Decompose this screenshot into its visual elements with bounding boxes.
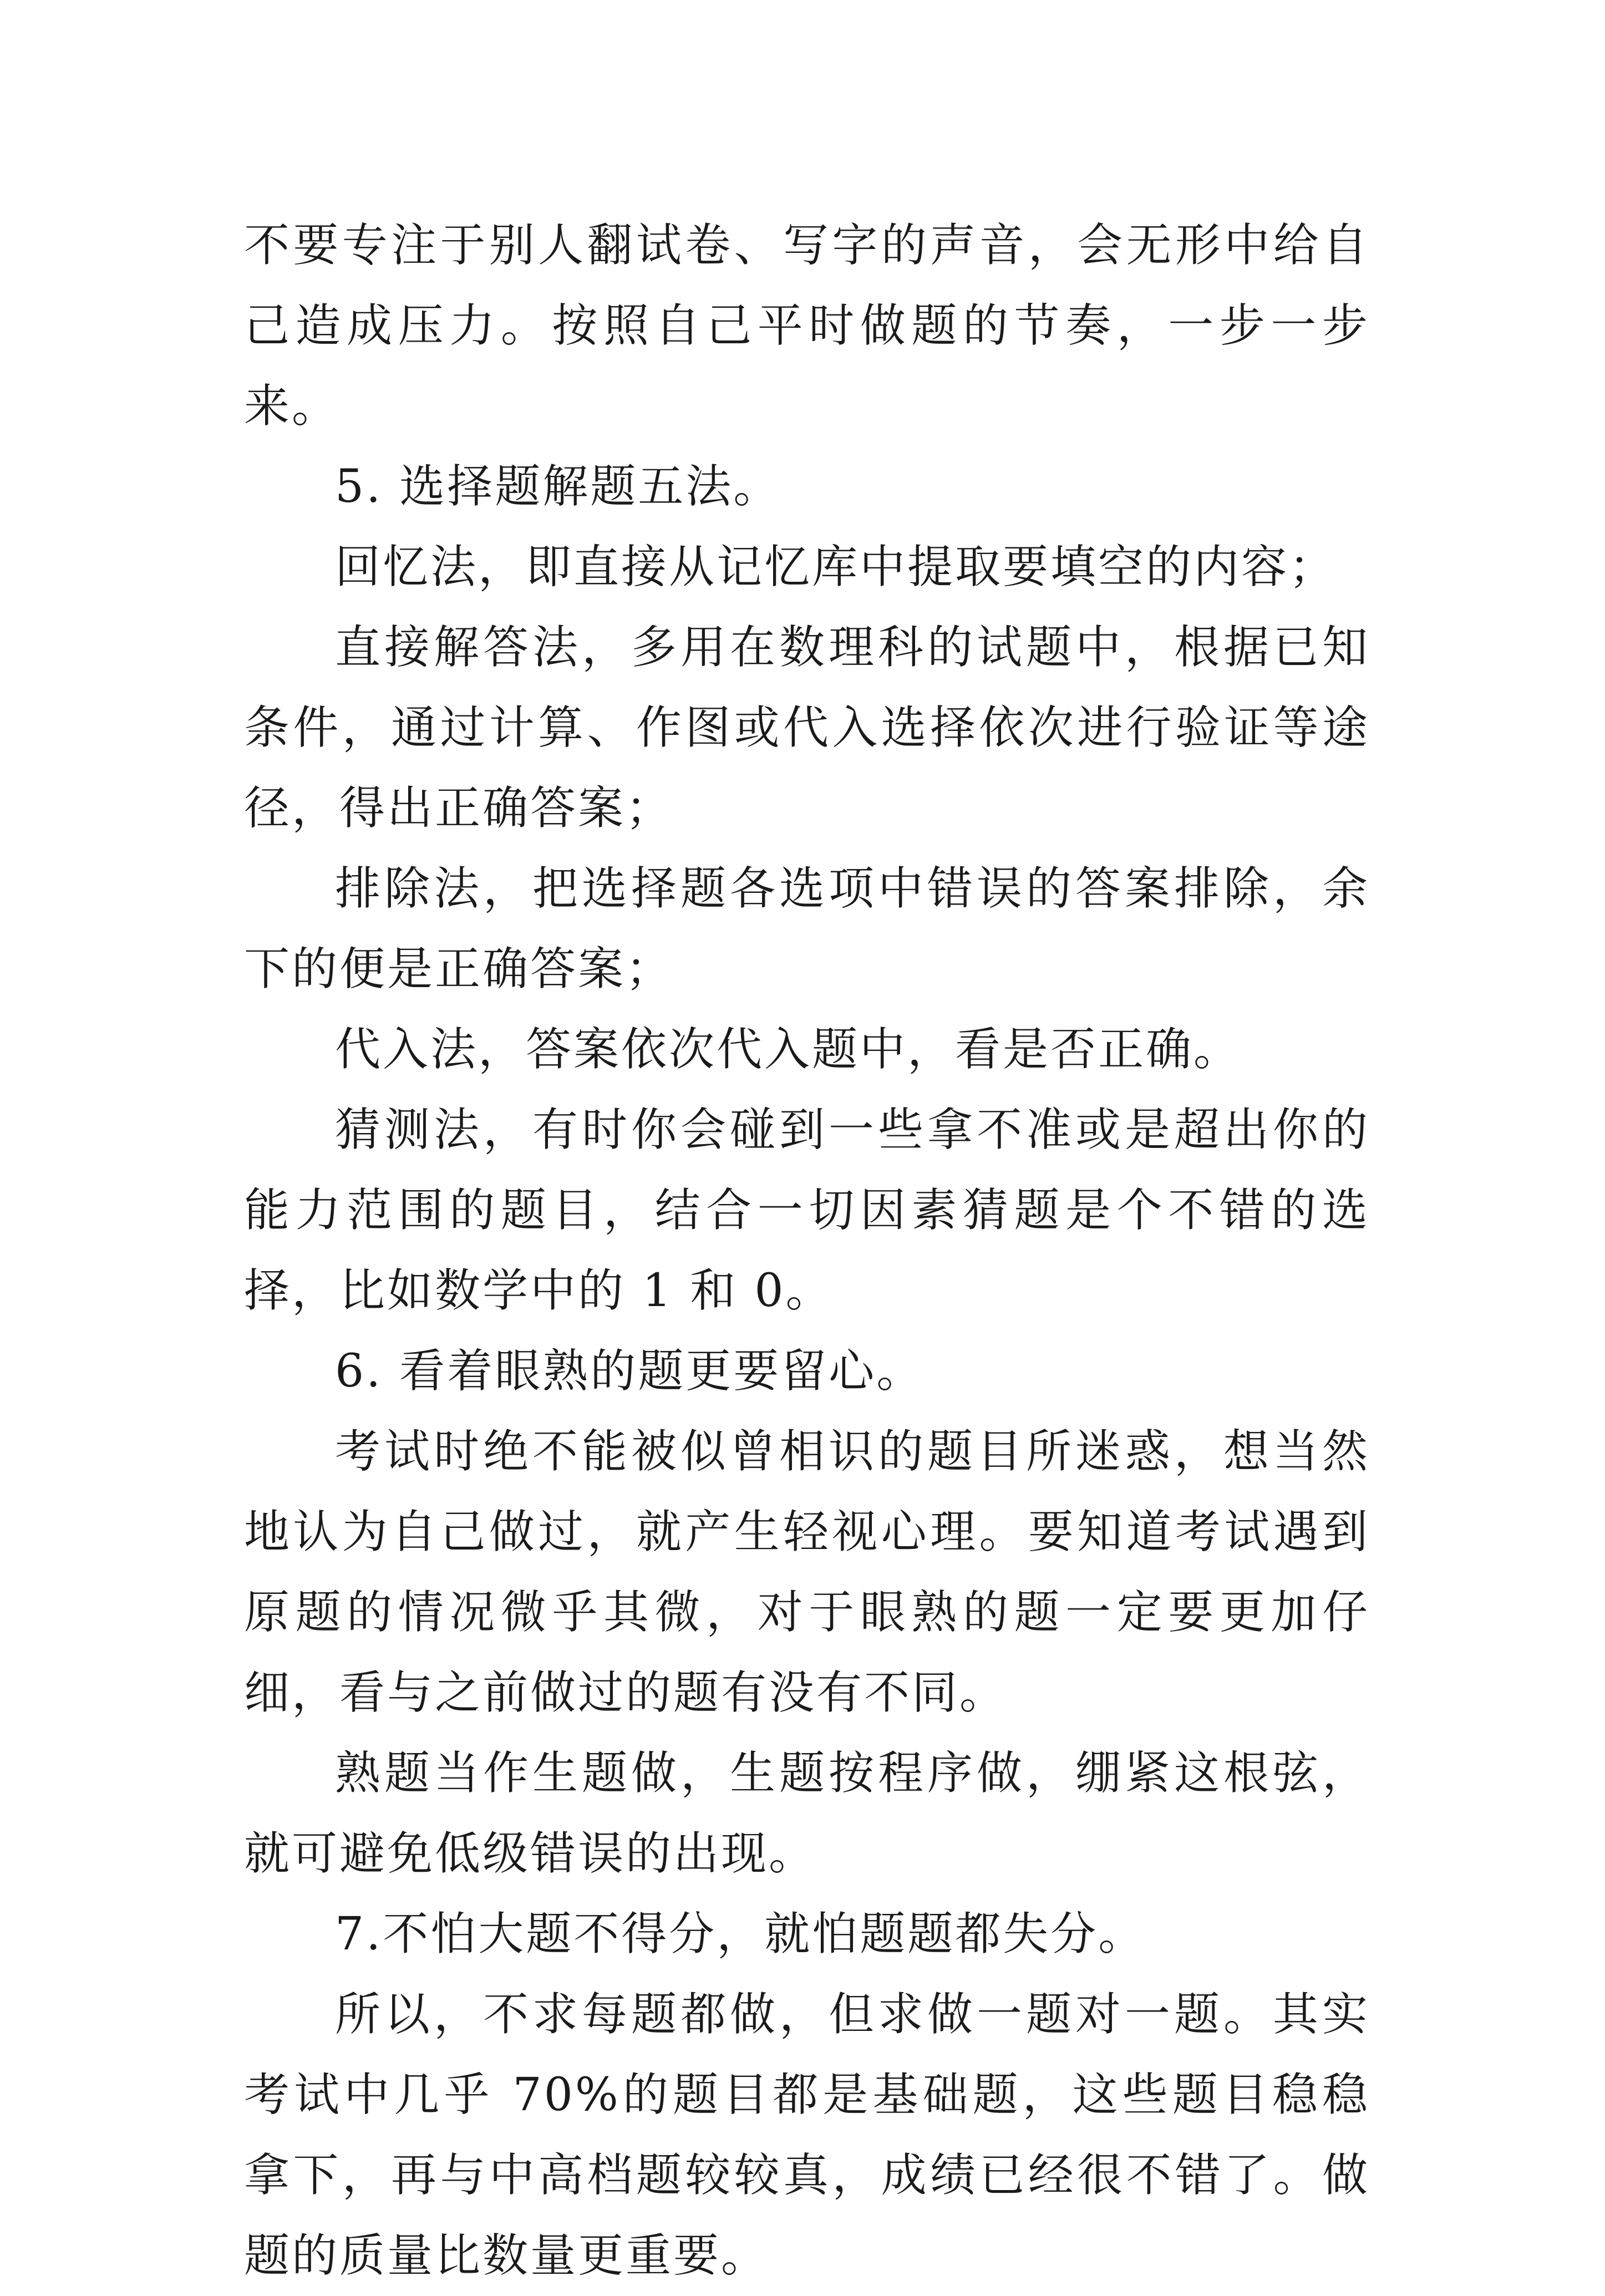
paragraph-continuation: 不要专注于别人翻试卷、写字的声音，会无形中给自己造成压力。按照自己平时做题的节奏，一步一步来。 xyxy=(244,219,1370,433)
paragraph-direct-method: 直接解答法，多用在数理科的试题中，根据已知条件，通过计算、作图或代入选择依次进行验证等途径，得出正确答案； xyxy=(244,621,1370,835)
paragraph-guessing-method: 猜测法，有时你会碰到一些拿不准或是超出你的能力范围的题目，结合一切因素猜题是个不错的选择，比如数学中的 1 和 0。 xyxy=(244,1104,1370,1317)
paragraph-familiar-questions: 考试时绝不能被似曾相识的题目所迷惑，想当然地认为自己做过，就产生轻视心理。要知道考试遇到原题的情况微乎其微，对于眼熟的题一定要更加仔细，看与之前做过的题有没有不同。 xyxy=(244,1425,1370,1719)
paragraph-familiar-as-new: 熟题当作生题做，生题按程序做，绷紧这根弦，就可避免低级错误的出现。 xyxy=(244,1747,1370,1880)
section-heading-5: 5. 选择题解题五法。 xyxy=(335,460,781,513)
paragraph-quality-over-quantity: 所以，不求每题都做，但求做一题对一题。其实考试中几乎 70%的题目都是基础题，这些题目稳稳拿下，再与中高档题较较真，成绩已经很不错了。做题的质量比数量更重要。 xyxy=(244,1988,1370,2282)
paragraph-substitution-method: 代入法，答案依次代入题中，看是否正确。 xyxy=(335,1023,1242,1076)
section-heading-7: 7.不怕大题不得分，就怕题题都失分。 xyxy=(335,1908,1146,1960)
section-heading-6: 6. 看着眼熟的题更要留心。 xyxy=(335,1345,925,1398)
document-body xyxy=(244,205,1370,2296)
paragraph-elimination-method: 排除法，把选择题各选项中错误的答案排除，余下的便是正确答案； xyxy=(244,862,1370,995)
paragraph-recall-method: 回忆法，即直接从记忆库中提取要填空的内容； xyxy=(335,541,1337,593)
